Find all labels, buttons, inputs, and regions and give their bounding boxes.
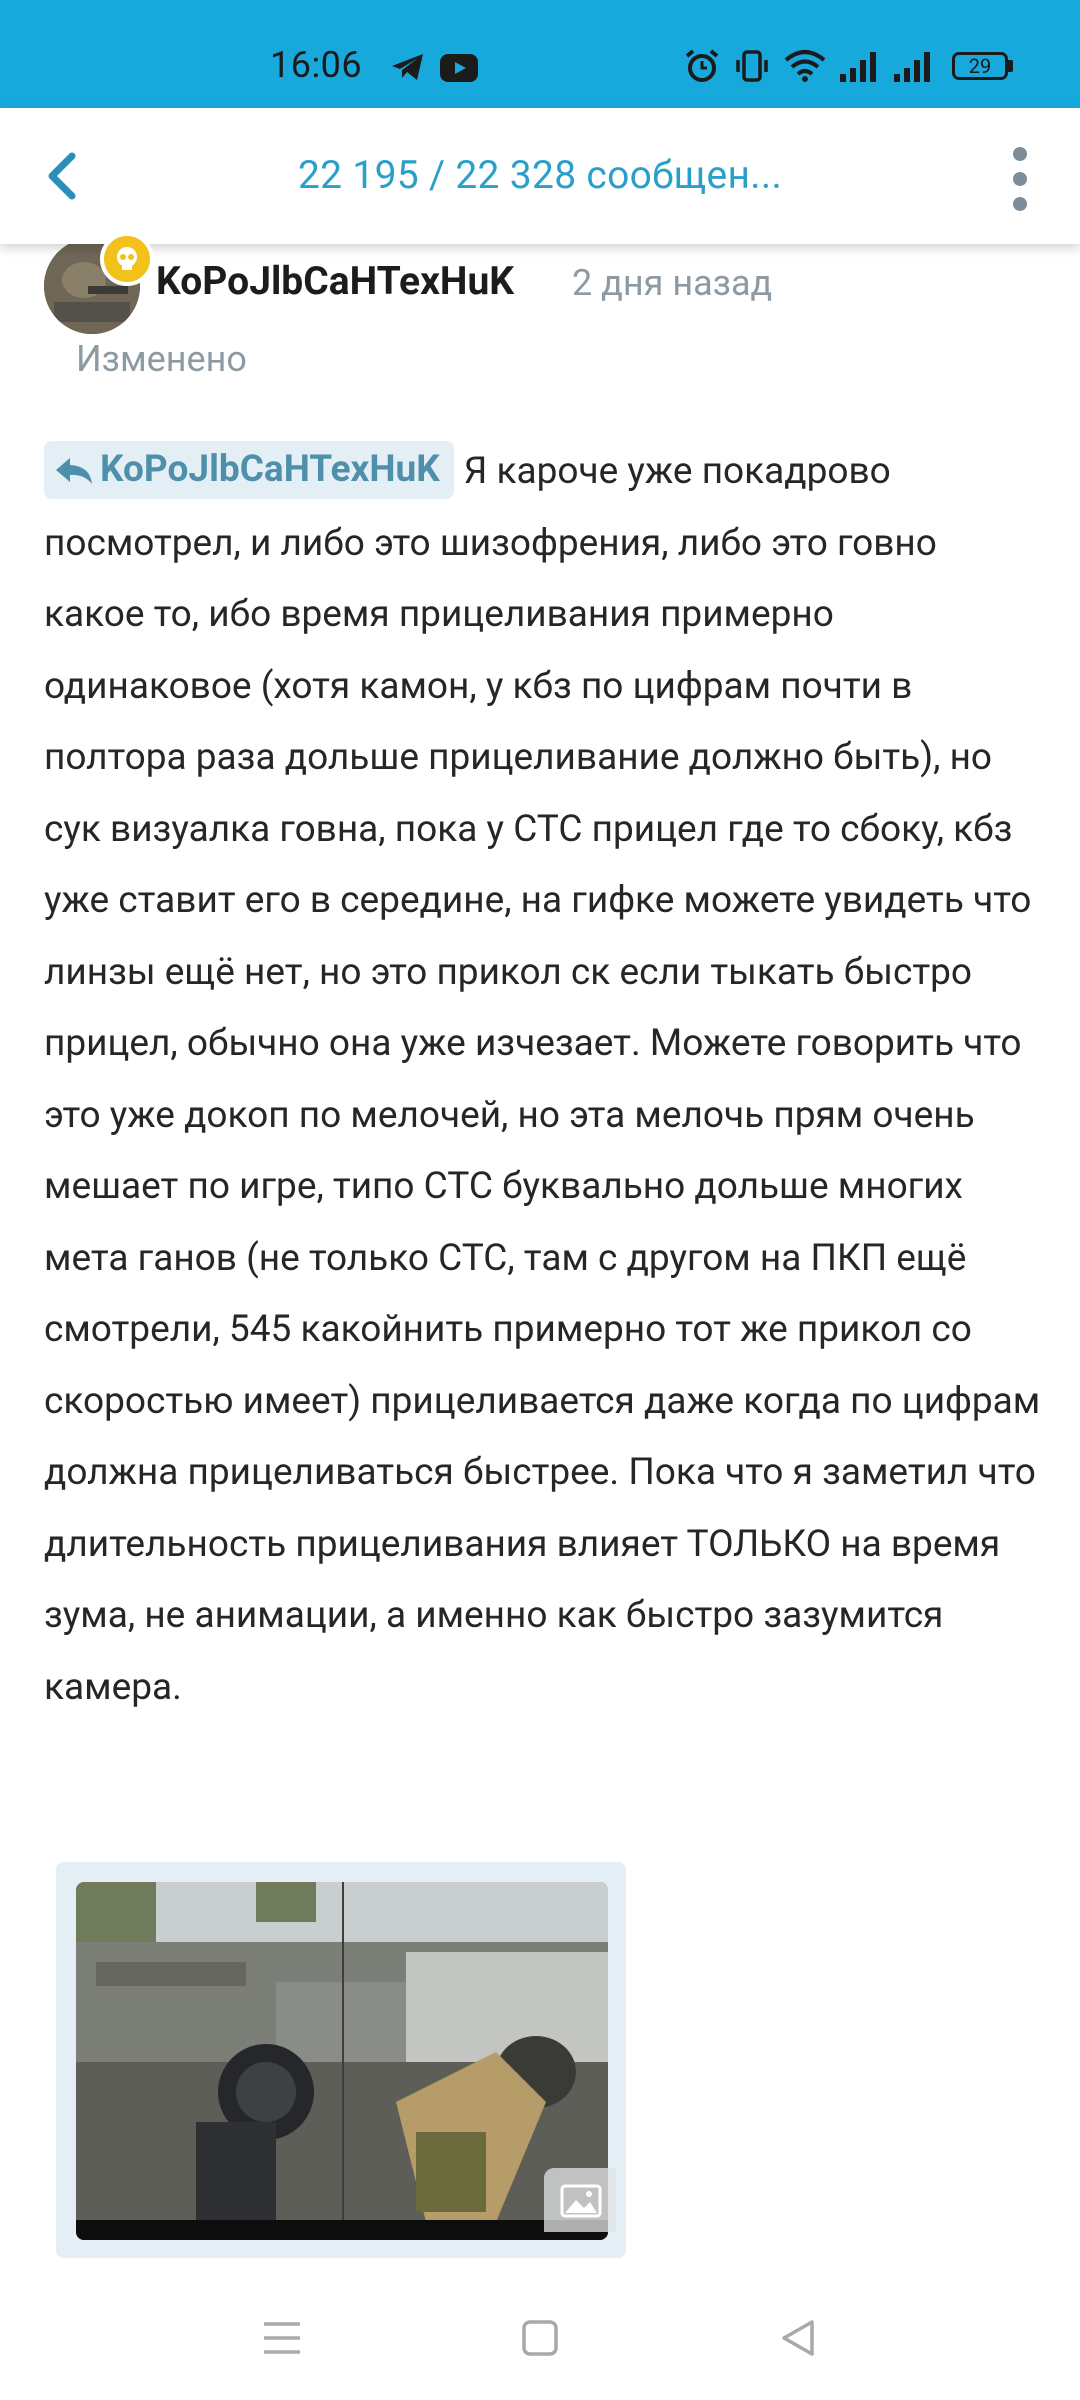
user-rank-badge xyxy=(100,232,154,286)
attachment-preview xyxy=(76,1882,608,2240)
more-options-button[interactable] xyxy=(1000,144,1040,214)
attachment[interactable] xyxy=(56,1862,626,2258)
edited-label: Изменено xyxy=(76,338,247,380)
app-header xyxy=(0,108,1080,244)
page-title: 22 195 / 22 328 сообщен... xyxy=(297,152,783,198)
battery-level: 29 xyxy=(968,54,992,78)
attachment-image[interactable] xyxy=(76,1882,608,2240)
battery-icon xyxy=(952,52,1008,80)
post-text: Я кароче уже покадрово посмотрел, и либо это шизофрения, либо это говно какое то, ибо время прицеливания примерно одинаковое (хотя камон, у кбз по цифрам почти в полтора раза дольше прицеливание должно быть), но сук визуалка говна, пока у СТС прицел где то сбоку, кбз уже ставит его в середине, на гифке можете увидеть что линзы ещё нет, но это прикол ск если тыкать быстро прицел, обычно она уже изчезает. Можете говорить что это уже докоп по мелочей, но эта мелочь прям очень мешает по игре, типо СТС буквально дольше многих мета ганов (не только СТС, там с другом на ПКП ещё смотрели, 545 какойнить примерно тот же прикол со скоростью имеет) прицеливается даже когда по цифрам должна прицеливаться быстрее. Пока что я заметил что длительность прицеливания влияет ТОЛЬКО на время зума, не анимации, а именно как быстро зазумится камера. xyxy=(44,450,1041,1709)
image-type-badge xyxy=(544,2168,616,2232)
alarm-icon xyxy=(684,48,720,84)
image-icon xyxy=(544,2168,616,2232)
quote-reference[interactable] xyxy=(44,441,454,499)
quote-author: KoPoJlbCaHTexHuK xyxy=(100,448,440,491)
youtube-icon xyxy=(440,54,478,82)
signal-icon xyxy=(840,50,878,82)
wifi-icon xyxy=(784,48,826,82)
telegram-icon xyxy=(390,52,426,82)
post-body xyxy=(44,436,1044,1723)
status-time: 16:06 xyxy=(270,44,363,86)
status-bar xyxy=(0,0,1080,108)
vibrate-icon xyxy=(734,48,770,84)
signal-icon xyxy=(894,50,932,82)
post-timestamp[interactable]: 2 дня назад xyxy=(572,262,773,304)
home-square-icon[interactable] xyxy=(520,2318,560,2358)
skull-icon xyxy=(112,244,142,274)
reply-icon xyxy=(54,456,94,486)
battery-tip xyxy=(1008,60,1013,72)
more-vertical-icon xyxy=(1000,144,1040,214)
menu-icon[interactable] xyxy=(262,2318,302,2358)
post-author[interactable]: KoPoJlbCaHTexHuK xyxy=(156,258,515,304)
system-nav-bar xyxy=(0,2290,1080,2400)
back-triangle-icon[interactable] xyxy=(776,2316,820,2360)
